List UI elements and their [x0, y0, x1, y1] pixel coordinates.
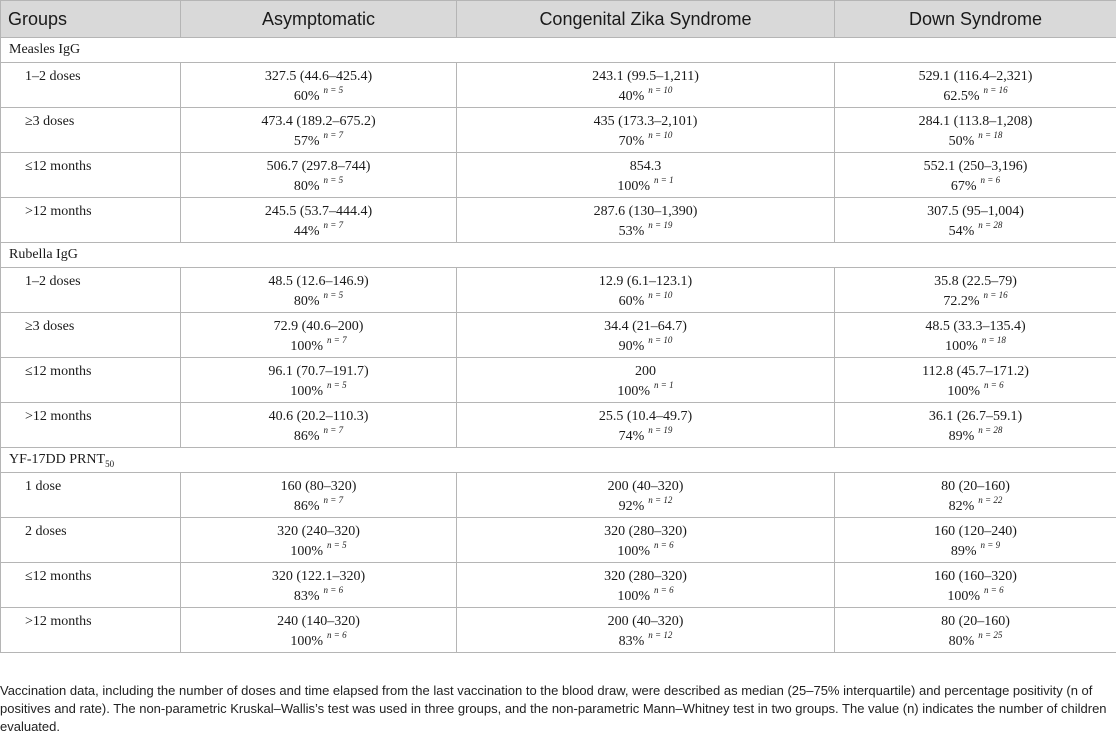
row-label: ≤12 months: [1, 563, 181, 608]
cell-positivity: 83%: [618, 634, 645, 649]
table-cell: [457, 358, 835, 403]
cell-n-count: n = 16: [983, 85, 1008, 95]
table-cell: [457, 563, 835, 608]
cell-positivity: 53%: [618, 224, 645, 239]
cell-median-value: 35.8 (22.5–79): [934, 274, 1017, 289]
cell-median-value: 320 (240–320): [277, 524, 360, 539]
table-row: [1, 313, 1116, 358]
cell-n-count: n = 19: [648, 425, 673, 435]
cell-positivity: 82%: [948, 499, 975, 514]
cell-median-value: 327.5 (44.6–425.4): [264, 69, 373, 84]
cell-n-count: n = 10: [648, 85, 673, 95]
cell-positivity: 100%: [947, 589, 981, 604]
cell-median-value: 854.3: [629, 159, 662, 174]
cell-positivity: 60%: [618, 294, 645, 309]
cell-positivity: 89%: [948, 429, 975, 444]
cell-positivity-line: [457, 587, 834, 607]
row-label: >12 months: [1, 403, 181, 448]
cell-median-value: 529.1 (116.4–2,321): [918, 69, 1033, 84]
table-row: [1, 608, 1116, 653]
cell-positivity-line: [181, 632, 456, 652]
cell-median-value: 284.1 (113.8–1,208): [918, 114, 1033, 129]
cell-n-count: n = 18: [978, 130, 1003, 140]
cell-median-value: 160 (120–240): [934, 524, 1017, 539]
cell-positivity: 86%: [293, 499, 320, 514]
header-row: [1, 1, 1116, 38]
cell-positivity: 100%: [617, 179, 651, 194]
cell-n-count: n = 28: [978, 220, 1003, 230]
cell-n-count: n = 10: [648, 130, 673, 140]
cell-positivity: 100%: [947, 384, 981, 399]
cell-median-value: 80 (20–160): [941, 479, 1010, 494]
table-cell: [181, 518, 457, 563]
cell-n-count: n = 18: [981, 335, 1006, 345]
cell-positivity-line: [181, 542, 456, 562]
cell-median-value: 200 (40–320): [607, 614, 684, 629]
cell-positivity: 57%: [293, 134, 320, 149]
cell-positivity: 80%: [293, 294, 320, 309]
row-label: 2 doses: [1, 518, 181, 563]
cell-positivity: 54%: [948, 224, 975, 239]
cell-positivity-line: [181, 382, 456, 402]
cell-median-value: 40.6 (20.2–110.3): [268, 409, 369, 424]
cell-positivity: 67%: [950, 179, 977, 194]
cell-positivity-line: [835, 337, 1116, 357]
cell-positivity: 89%: [950, 544, 977, 559]
cell-median-value: 72.9 (40.6–200): [273, 319, 364, 334]
cell-positivity-line: [835, 632, 1116, 652]
cell-positivity-line: [457, 382, 834, 402]
row-label: ≤12 months: [1, 358, 181, 403]
cell-positivity-line: [457, 292, 834, 312]
cell-n-count: n = 7: [323, 425, 344, 435]
row-label: 1–2 doses: [1, 63, 181, 108]
table-cell: [181, 63, 457, 108]
cell-median-value: 80 (20–160): [941, 614, 1010, 629]
table-cell: [181, 608, 457, 653]
table-cell: [835, 563, 1116, 608]
cell-positivity-line: [457, 87, 834, 107]
cell-n-count: n = 22: [978, 495, 1003, 505]
cell-positivity-line: [181, 337, 456, 357]
table-cell: [835, 268, 1116, 313]
cell-positivity: 100%: [945, 339, 978, 354]
cell-positivity: 100%: [290, 544, 324, 559]
table-cell: [181, 313, 457, 358]
cell-positivity-line: [181, 497, 456, 517]
cell-median-value: 287.6 (130–1,390): [593, 204, 698, 219]
table-cell: [457, 608, 835, 653]
table-row: [1, 198, 1116, 243]
cell-positivity: 40%: [618, 89, 645, 104]
cell-n-count: n = 6: [980, 175, 1001, 185]
cell-positivity-line: [457, 132, 834, 152]
cell-median-value: 552.1 (250–3,196): [923, 159, 1028, 174]
cell-n-count: n = 5: [323, 290, 344, 300]
row-label: 1–2 doses: [1, 268, 181, 313]
cell-n-count: n = 6: [654, 585, 674, 595]
cell-positivity-line: [835, 177, 1116, 197]
section-title-cell: [1, 243, 1116, 268]
cell-n-count: n = 5: [327, 380, 347, 390]
table-cell: [835, 108, 1116, 153]
cell-positivity: 70%: [618, 134, 645, 149]
section-title-subscript: 50: [105, 458, 115, 469]
cell-median-value: 34.4 (21–64.7): [604, 319, 687, 334]
cell-positivity: 90%: [618, 339, 645, 354]
cell-n-count: n = 12: [648, 495, 673, 505]
cell-positivity-line: [181, 87, 456, 107]
cell-n-count: n = 6: [984, 585, 1004, 595]
cell-positivity-line: [835, 292, 1116, 312]
header-congenital-zika: Congenital Zika Syndrome: [457, 1, 835, 38]
table-cell: [457, 268, 835, 313]
cell-positivity: 74%: [618, 429, 645, 444]
cell-positivity-line: [835, 497, 1116, 517]
section-title-cell: [1, 448, 1116, 473]
cell-positivity: 80%: [948, 634, 975, 649]
cell-positivity-line: [835, 382, 1116, 402]
header-groups: Groups: [1, 1, 181, 38]
table-cell: [457, 518, 835, 563]
cell-median-value: 160 (160–320): [934, 569, 1017, 584]
cell-positivity-line: [457, 542, 834, 562]
table-row: [1, 403, 1116, 448]
cell-median-value: 12.9 (6.1–123.1): [598, 274, 693, 289]
row-label: ≥3 doses: [1, 313, 181, 358]
cell-positivity-line: [457, 632, 834, 652]
cell-positivity-line: [835, 587, 1116, 607]
table-cell: [181, 563, 457, 608]
section-title-cell: [1, 38, 1116, 63]
table-row: [1, 563, 1116, 608]
cell-positivity: 100%: [617, 589, 651, 604]
cell-positivity: 72.2%: [943, 294, 980, 309]
cell-positivity-line: [835, 222, 1116, 242]
section-row: [1, 38, 1116, 63]
cell-median-value: 245.5 (53.7–444.4): [264, 204, 373, 219]
cell-positivity-line: [457, 337, 834, 357]
cell-n-count: n = 6: [654, 540, 674, 550]
table-cell: [835, 63, 1116, 108]
cell-n-count: n = 1: [654, 380, 674, 390]
cell-median-value: 240 (140–320): [277, 614, 360, 629]
table-cell: [181, 473, 457, 518]
cell-n-count: n = 7: [323, 220, 344, 230]
table-cell: [181, 108, 457, 153]
cell-positivity-line: [835, 427, 1116, 447]
cell-positivity-line: [457, 497, 834, 517]
table-row: [1, 518, 1116, 563]
cell-n-count: n = 1: [654, 175, 674, 185]
table-cell: [835, 473, 1116, 518]
cell-positivity: 50%: [948, 134, 975, 149]
table-cell: [181, 268, 457, 313]
table-cell: [181, 198, 457, 243]
cell-median-value: 200 (40–320): [607, 479, 684, 494]
cell-median-value: 307.5 (95–1,004): [927, 204, 1024, 219]
section-title: Measles IgG: [9, 42, 81, 57]
table-cell: [835, 608, 1116, 653]
cell-median-value: 200: [635, 364, 656, 379]
cell-positivity: 62.5%: [943, 89, 980, 104]
cell-positivity-line: [181, 292, 456, 312]
cell-n-count: n = 16: [983, 290, 1008, 300]
section-row: [1, 448, 1116, 473]
cell-positivity-line: [181, 222, 456, 242]
cell-positivity: 100%: [290, 634, 324, 649]
cell-positivity: 83%: [293, 589, 320, 604]
table-cell: [835, 358, 1116, 403]
table-cell: [457, 153, 835, 198]
table-cell: [835, 403, 1116, 448]
row-label: ≤12 months: [1, 153, 181, 198]
cell-positivity: 100%: [617, 384, 651, 399]
table-body: [1, 38, 1116, 653]
cell-n-count: n = 25: [978, 630, 1003, 640]
cell-positivity-line: [457, 427, 834, 447]
cell-positivity: 100%: [290, 384, 324, 399]
cell-positivity: 60%: [293, 89, 320, 104]
cell-median-value: 96.1 (70.7–191.7): [268, 364, 369, 379]
table-cell: [181, 403, 457, 448]
cell-positivity-line: [835, 132, 1116, 152]
cell-n-count: n = 10: [648, 335, 673, 345]
cell-positivity: 100%: [290, 339, 324, 354]
table-cell: [457, 63, 835, 108]
header-asymptomatic: Asymptomatic: [181, 1, 457, 38]
section-title: YF-17DD PRNT: [9, 451, 106, 467]
table-row: [1, 358, 1116, 403]
cell-positivity-line: [457, 177, 834, 197]
cell-n-count: n = 7: [327, 335, 347, 345]
cell-median-value: 320 (280–320): [604, 524, 687, 539]
row-label: >12 months: [1, 198, 181, 243]
cell-positivity: 80%: [293, 179, 320, 194]
cell-positivity: 100%: [617, 544, 651, 559]
table-row: [1, 473, 1116, 518]
table-cell: [457, 108, 835, 153]
table-cell: [835, 153, 1116, 198]
cell-positivity-line: [181, 587, 456, 607]
cell-median-value: 243.1 (99.5–1,211): [592, 69, 699, 84]
table-row: [1, 63, 1116, 108]
table-cell: [457, 198, 835, 243]
cell-n-count: n = 5: [327, 540, 347, 550]
cell-positivity-line: [181, 427, 456, 447]
cell-n-count: n = 5: [323, 85, 344, 95]
header-down-syndrome: Down Syndrome: [835, 1, 1116, 38]
cell-positivity-line: [457, 222, 834, 242]
cell-n-count: n = 28: [978, 425, 1003, 435]
row-label: >12 months: [1, 608, 181, 653]
cell-n-count: n = 6: [327, 630, 347, 640]
cell-positivity-line: [835, 87, 1116, 107]
row-label: 1 dose: [1, 473, 181, 518]
table-cell: [835, 518, 1116, 563]
footnote: Vaccination data, including the number of doses and time elapsed from the last vaccination to the blood draw, were described as median (25–75% interquartile) and percentage positivity (n of positives and rate). The non-parametric Kruskal–Wallis’s test was used in three groups, and the non-parametric Mann–Whitney test in two groups. The value (n) indicates the number of children evaluated.: [0, 683, 1107, 734]
cell-positivity-line: [181, 132, 456, 152]
cell-n-count: n = 12: [648, 630, 673, 640]
cell-median-value: 506.7 (297.8–744): [266, 159, 371, 174]
cell-median-value: 48.5 (12.6–146.9): [268, 274, 369, 289]
table-cell: [835, 198, 1116, 243]
section-title: Rubella IgG: [9, 247, 78, 262]
cell-median-value: 160 (80–320): [280, 479, 357, 494]
table-cell: [181, 153, 457, 198]
cell-n-count: n = 19: [648, 220, 673, 230]
cell-n-count: n = 5: [323, 175, 344, 185]
table-cell: [457, 403, 835, 448]
row-label: ≥3 doses: [1, 108, 181, 153]
cell-median-value: 435 (173.3–2,101): [593, 114, 698, 129]
table-row: [1, 153, 1116, 198]
table-row: [1, 268, 1116, 313]
table-row: [1, 108, 1116, 153]
cell-positivity-line: [181, 177, 456, 197]
cell-positivity: 44%: [293, 224, 320, 239]
table-cell: [457, 313, 835, 358]
cell-n-count: n = 7: [323, 495, 344, 505]
cell-n-count: n = 9: [980, 540, 1001, 550]
cell-positivity-line: [835, 542, 1116, 562]
table-cell: [181, 358, 457, 403]
cell-n-count: n = 6: [323, 585, 344, 595]
cell-n-count: n = 10: [648, 290, 673, 300]
cell-median-value: 36.1 (26.7–59.1): [928, 409, 1023, 424]
cell-median-value: 112.8 (45.7–171.2): [922, 364, 1029, 379]
cell-positivity: 92%: [618, 499, 645, 514]
cell-median-value: 48.5 (33.3–135.4): [925, 319, 1026, 334]
cell-median-value: 473.4 (189.2–675.2): [261, 114, 376, 129]
cell-median-value: 320 (280–320): [604, 569, 687, 584]
table-cell: [835, 313, 1116, 358]
section-row: [1, 243, 1116, 268]
cell-median-value: 25.5 (10.4–49.7): [598, 409, 693, 424]
cell-n-count: n = 7: [323, 130, 344, 140]
cell-positivity: 86%: [293, 429, 320, 444]
cell-median-value: 320 (122.1–320): [271, 569, 366, 584]
table-cell: [457, 473, 835, 518]
cell-n-count: n = 6: [984, 380, 1004, 390]
